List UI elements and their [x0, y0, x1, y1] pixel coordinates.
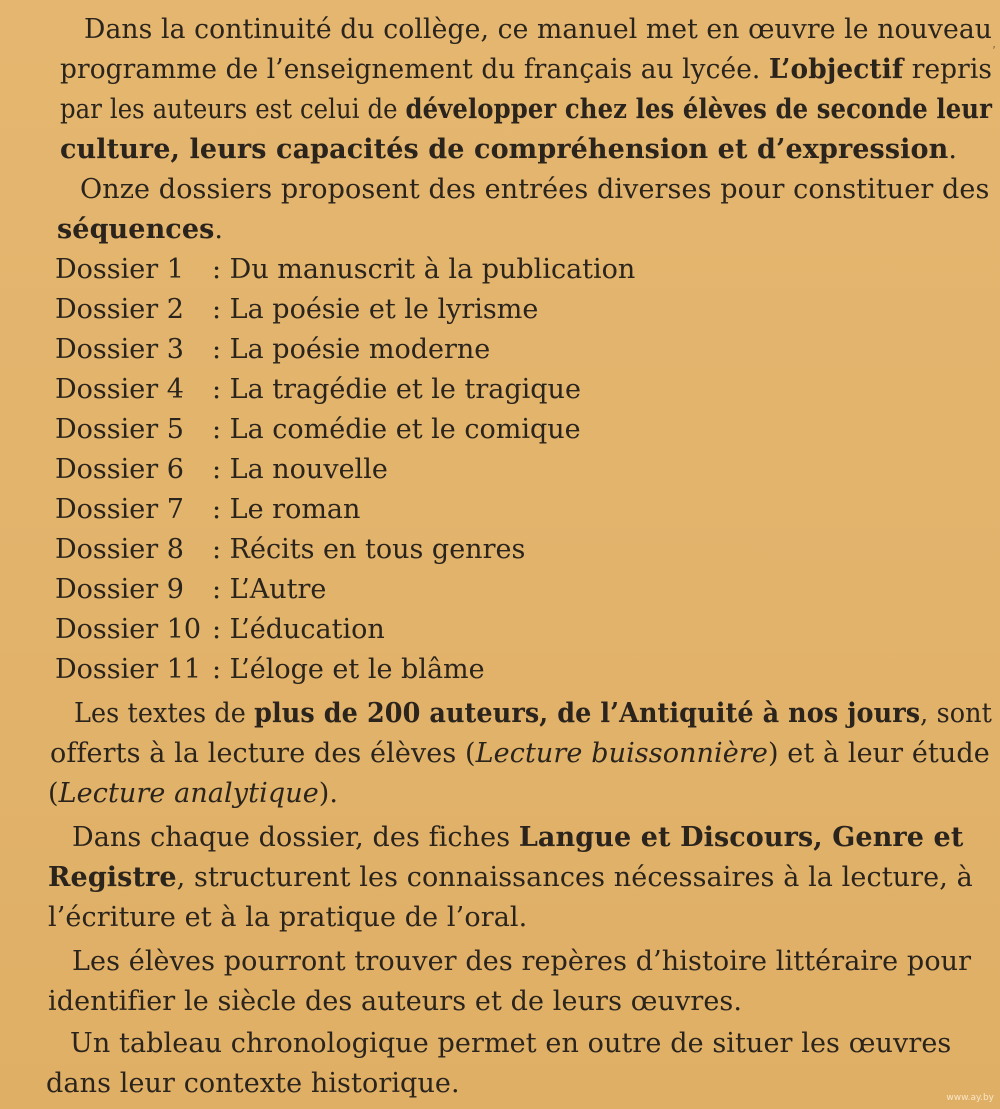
emphasis-lecture-analytique: Lecture analytique [58, 778, 319, 809]
dossier-number: Dossier 10 [55, 614, 202, 645]
dossier-item [0, 410, 1000, 450]
dossier-item [0, 570, 1000, 610]
paragraph-4-line-3: l’écriture et à la pratique de l’oral. [48, 902, 528, 933]
paragraph-6-line-1: Un tableau chronologique permet en outre de situer les œuvres [70, 1028, 952, 1059]
dossier-title: : L’éloge et le blâme [212, 654, 485, 685]
dossier-title: : Récits en tous genres [212, 534, 526, 565]
dossier-item [0, 610, 1000, 650]
dossier-number: Dossier 3 [55, 334, 184, 365]
dossier-item [0, 250, 1000, 290]
dossier-number: Dossier 2 [55, 294, 184, 325]
dossier-title: : La tragédie et le tragique [212, 374, 581, 405]
dossier-number: Dossier 7 [55, 494, 184, 525]
paragraph-1-line-3: par les auteurs est celui de développer chez les élèves de seconde leur [60, 94, 992, 125]
dossier-item [0, 370, 1000, 410]
edge-mark: ’ [992, 44, 996, 58]
dossier-title: : Du manuscrit à la publication [212, 254, 636, 285]
paragraph-4-line-1: Dans chaque dossier, des fiches Langue et Discours, Genre et [72, 822, 964, 853]
dossier-title: : La poésie moderne [212, 334, 491, 365]
paragraph-1-line-1: Dans la continuité du collège, ce manuel met en œuvre le nouveau [84, 14, 993, 45]
dossier-item [0, 650, 1000, 690]
paragraph-3-line-3: (Lecture analytique). [48, 778, 339, 809]
dossier-number: Dossier 1 [55, 254, 184, 285]
paragraph-2-line-1: Onze dossiers proposent des entrées diverses pour constituer des [80, 174, 990, 205]
emphasis-auteurs: plus de 200 auteurs, de l’Antiquité à nos jours [254, 698, 921, 729]
dossier-title: : La poésie et le lyrisme [212, 294, 539, 325]
dossier-title: : L’éducation [212, 614, 385, 645]
paragraph-3-line-1: Les textes de plus de 200 auteurs, de l’Antiquité à nos jours, sont [74, 698, 992, 729]
dossier-item [0, 330, 1000, 370]
dossier-item [0, 290, 1000, 330]
watermark: www.ay.by [946, 1093, 994, 1103]
emphasis-objectif: L’objectif [768, 54, 904, 85]
dossier-title: : La comédie et le comique [212, 414, 581, 445]
paragraph-6-line-2: dans leur contexte historique. [46, 1068, 460, 1099]
emphasis-langue-discours: Langue et Discours, Genre et [518, 822, 964, 853]
dossier-item [0, 450, 1000, 490]
emphasis-developper: développer chez les élèves de seconde leur [405, 94, 992, 125]
dossier-item [0, 530, 1000, 570]
dossier-title: : Le roman [212, 494, 361, 525]
emphasis-sequences: séquences [57, 214, 215, 245]
emphasis-registre: Registre [48, 862, 177, 893]
dossier-title: : L’Autre [212, 574, 327, 605]
emphasis-lecture-buissonniere: Lecture buissonnière [475, 738, 768, 769]
dossier-title: : La nouvelle [212, 454, 388, 485]
dossier-number: Dossier 11 [55, 654, 202, 685]
emphasis-culture: culture, leurs capacités de compréhension et d’expression [60, 134, 949, 165]
dossier-number: Dossier 5 [55, 414, 184, 445]
paragraph-3-line-2: offerts à la lecture des élèves (Lecture buissonnière) et à leur étude [50, 738, 990, 769]
dossier-number: Dossier 8 [55, 534, 184, 565]
paragraph-2-line-2: séquences. [57, 214, 224, 245]
dossier-item [0, 490, 1000, 530]
paragraph-5-line-1: Les élèves pourront trouver des repères d’histoire littéraire pour [72, 946, 972, 977]
paragraph-1-line-4: culture, leurs capacités de compréhension et d’expression. [60, 134, 958, 165]
paragraph-4-line-2: Registre, structurent les connaissances nécessaires à la lecture, à [48, 862, 973, 893]
paragraph-1-line-2: programme de l’enseignement du français au lycée. L’objectif repris [60, 54, 993, 85]
dossier-number: Dossier 6 [55, 454, 184, 485]
paragraph-5-line-2: identifier le siècle des auteurs et de leurs œuvres. [48, 986, 743, 1017]
dossier-number: Dossier 4 [55, 374, 184, 405]
dossier-number: Dossier 9 [55, 574, 184, 605]
